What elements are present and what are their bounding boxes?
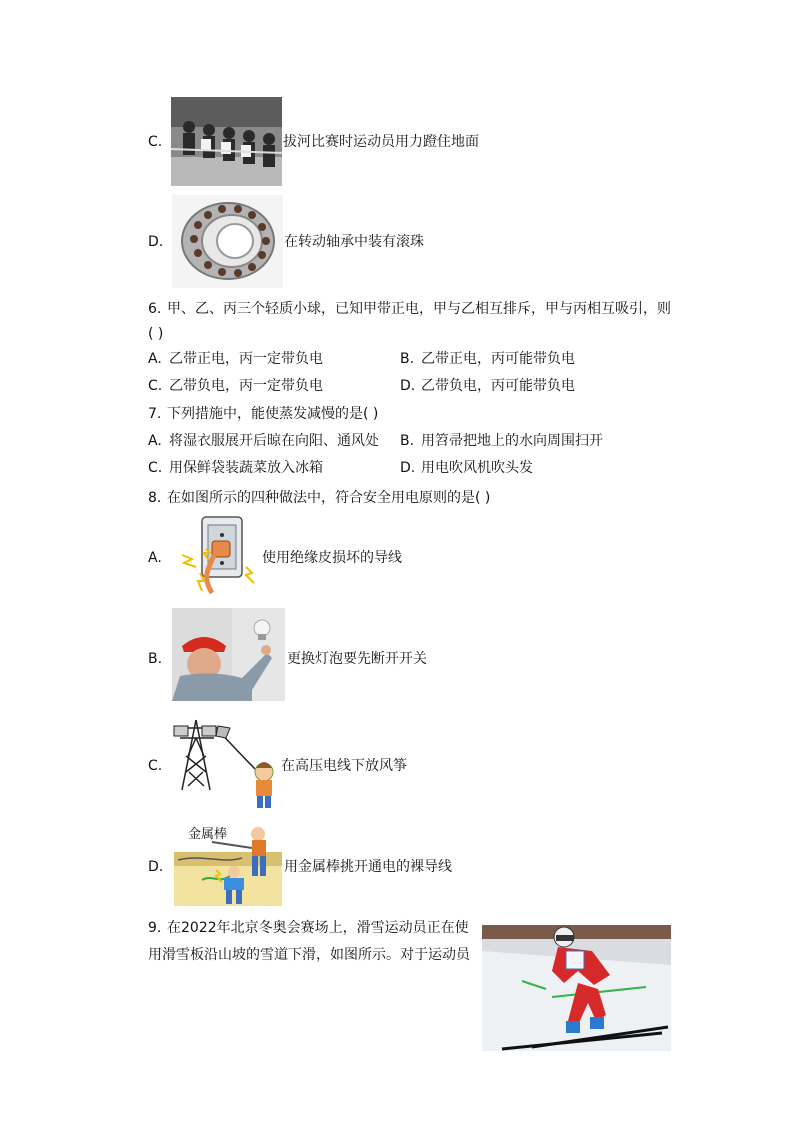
q7-option-d-text: 用电吹风机吹头发: [421, 460, 533, 476]
q6-stem-line2: ( ): [148, 326, 164, 342]
q7-stem: 下列措施中，能使蒸发减慢的是( ): [167, 406, 379, 422]
q7-option-b-letter: B.: [400, 433, 415, 449]
q8-number: 8.: [148, 490, 162, 506]
q7-option-b-text: 用笤帚把地上的水向周围扫开: [421, 433, 603, 449]
q6-option-a-text: 乙带正电，丙一定带负电: [169, 351, 323, 367]
q8-option-c-text: 在高压电线下放风筝: [281, 758, 407, 774]
q7-option-a-text: 将湿衣服展开后晾在向阳、通风处: [169, 433, 379, 449]
q6-option-b-letter: B.: [400, 351, 415, 367]
q7-number: 7.: [148, 406, 162, 422]
q6-option-c-text: 乙带负电，丙一定带负电: [169, 378, 323, 394]
q8-option-d-text: 用金属棒挑开通电的裸导线: [284, 859, 452, 875]
changing-bulb-photo: [172, 608, 285, 701]
option-c-letter: C.: [148, 134, 163, 150]
q6-stem-line1: 甲、乙、丙三个轻质小球，已知甲带正电，甲与乙相互排斥，甲与丙相互吸引，则: [167, 301, 671, 317]
q7-option-c-letter: C.: [148, 460, 163, 476]
q6-option-b-text: 乙带正电，丙可能带负电: [421, 351, 575, 367]
q7-option-c-text: 用保鲜袋装蔬菜放入冰箱: [169, 460, 323, 476]
q6-option-d-letter: D.: [400, 378, 416, 394]
q8-option-d-letter: D.: [148, 859, 164, 875]
q8-option-b-text: 更换灯泡要先断开开关: [287, 651, 427, 667]
q8-option-a-text: 使用绝缘皮损坏的导线: [262, 550, 402, 566]
q6-number: 6.: [148, 301, 162, 317]
q8-option-c-letter: C.: [148, 758, 163, 774]
damaged-wire-illustration: [172, 515, 260, 595]
option-d-letter: D.: [148, 234, 164, 250]
option-c-text: 拔河比赛时运动员用力蹬住地面: [283, 134, 479, 150]
q7-option-a-letter: A.: [148, 433, 162, 449]
q8-option-a-letter: A.: [148, 550, 162, 566]
q6-option-d-text: 乙带负电，丙可能带负电: [421, 378, 575, 394]
q7-option-d-letter: D.: [400, 460, 416, 476]
q6-option-c-letter: C.: [148, 378, 163, 394]
q9-line1: 在2022年北京冬奥会赛场上，滑雪运动员正在使: [167, 920, 469, 936]
skier-photo: [482, 925, 671, 1051]
q8-stem: 在如图所示的四种做法中，符合安全用电原则的是( ): [167, 490, 491, 506]
q9-line2: 用滑雪板沿山坡的雪道下滑，如图所示。对于运动员: [148, 947, 470, 963]
q8-option-b-letter: B.: [148, 651, 163, 667]
kite-power-line-illustration: [172, 716, 280, 810]
metal-rod-label: 金属棒: [188, 827, 228, 842]
q9-number: 9.: [148, 920, 162, 936]
option-d-text: 在转动轴承中装有滚珠: [284, 234, 424, 250]
tug-of-war-photo: [171, 97, 282, 186]
metal-rod-rescue-illustration: [172, 824, 284, 908]
q6-option-a-letter: A.: [148, 351, 162, 367]
bearing-photo: [172, 195, 283, 288]
